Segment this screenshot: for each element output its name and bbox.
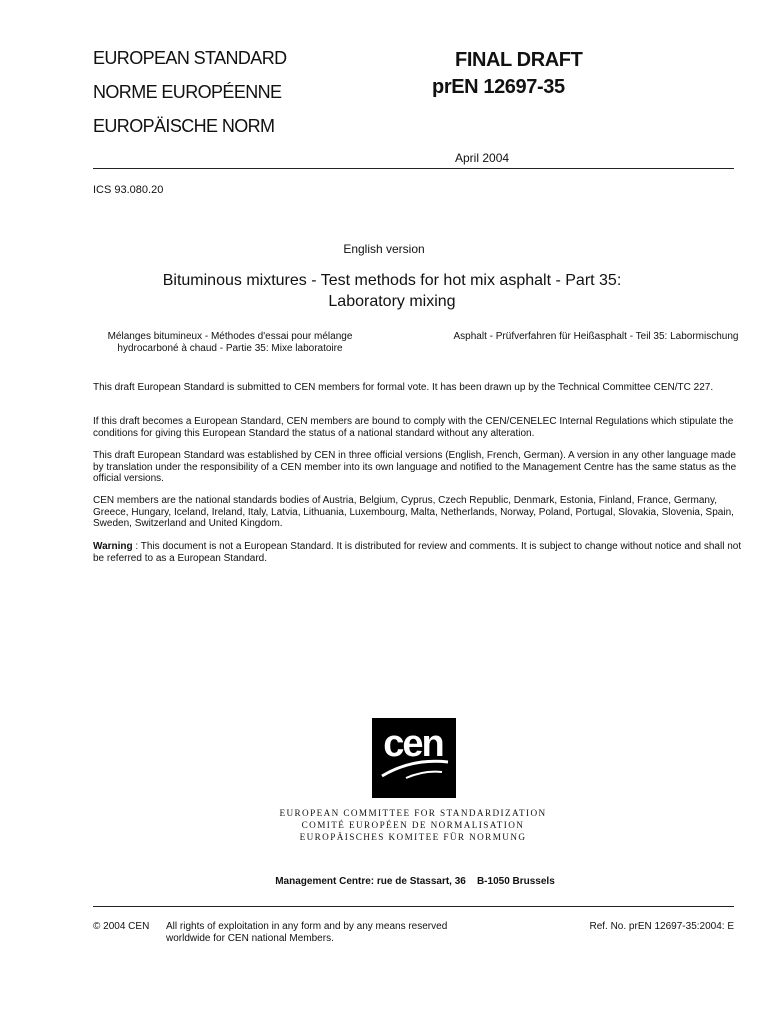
- title-french: Mélanges bitumineux - Méthodes d'essai pour mélange hydrocarboné à chaud - Partie 35: Mixe laboratoire: [107, 331, 353, 354]
- warning-paragraph: [93, 541, 743, 564]
- cen-logo: [372, 718, 456, 798]
- paragraph-members: CEN members are the national standards bodies of Austria, Belgium, Cyprus, Czech Republic, Denmark, Estonia, Finland, France, Germany, Greece, Hungary, Iceland, Ireland, Italy, Latvia, Lithuania, Luxembourg, Malta, Netherlands, Norway, Poland, Portugal, Slovakia, Slovenia, Spain, Sweden, Switzerland and United Kingdom.: [93, 495, 734, 530]
- standard-title-de: EUROPÄISCHE NORM: [93, 116, 275, 136]
- ics-code: ICS 93.080.20: [93, 184, 164, 196]
- committee-name-de: EUROPÄISCHES KOMITEE FÜR NORMUNG: [299, 832, 527, 842]
- title-german: Asphalt - Prüfverfahren für Heißasphalt - Teil 35: Labormischung: [453, 331, 739, 342]
- rights-statement: All rights of exploitation in any form and by any means reserved worldwide for CEN national Members.: [166, 921, 448, 944]
- committee-name-fr: COMITÉ EUROPÉEN DE NORMALISATION: [301, 820, 525, 830]
- paragraph-formal-vote: This draft European Standard is submitted to CEN members for formal vote. It has been drawn up by the Technical Committee CEN/TC 227.: [93, 382, 714, 393]
- paragraph-regulations: If this draft becomes a European Standard, CEN members are bound to comply with the CEN/CENELEC Internal Regulations which stipulate the conditions for giving this European Standard the status of a national standard without any alteration.: [93, 416, 734, 439]
- cen-logo-text: cen: [383, 723, 443, 765]
- standard-title-en: EUROPEAN STANDARD: [93, 48, 287, 68]
- cen-logo-graphic: [372, 718, 456, 798]
- warning-text: : This document is not a European Standard. It is distributed for review and comments. It is subject to change without notice and shall not be referred to as a European Standard.: [93, 541, 742, 564]
- document-title: Bituminous mixtures - Test methods for hot mix asphalt - Part 35: Laboratory mixing: [162, 272, 622, 310]
- publication-date: April 2004: [455, 151, 510, 165]
- reference-number: Ref. No. prEN 12697-35:2004: E: [589, 921, 734, 932]
- copyright: © 2004 CEN: [93, 921, 150, 932]
- management-centre-address: Management Centre: rue de Stassart, 36 B-1050 Brussels: [275, 876, 555, 887]
- standard-reference: prEN 12697-35: [432, 76, 565, 98]
- footer-divider: [93, 906, 734, 907]
- version-label: English version: [343, 242, 425, 256]
- warning-label: Warning: [93, 541, 133, 552]
- committee-name-en: EUROPEAN COMMITTEE FOR STANDARDIZATION: [279, 808, 547, 818]
- header-divider: [93, 168, 734, 169]
- standard-title-fr: NORME EUROPÉENNE: [93, 82, 282, 102]
- paragraph-official-versions: This draft European Standard was established by CEN in three official versions (English, French, German). A version in any other language made by translation under the responsibility of a CEN member into its own language and notified to the Management Centre has the same status as the official versions.: [93, 450, 737, 485]
- draft-status: FINAL DRAFT: [455, 49, 583, 71]
